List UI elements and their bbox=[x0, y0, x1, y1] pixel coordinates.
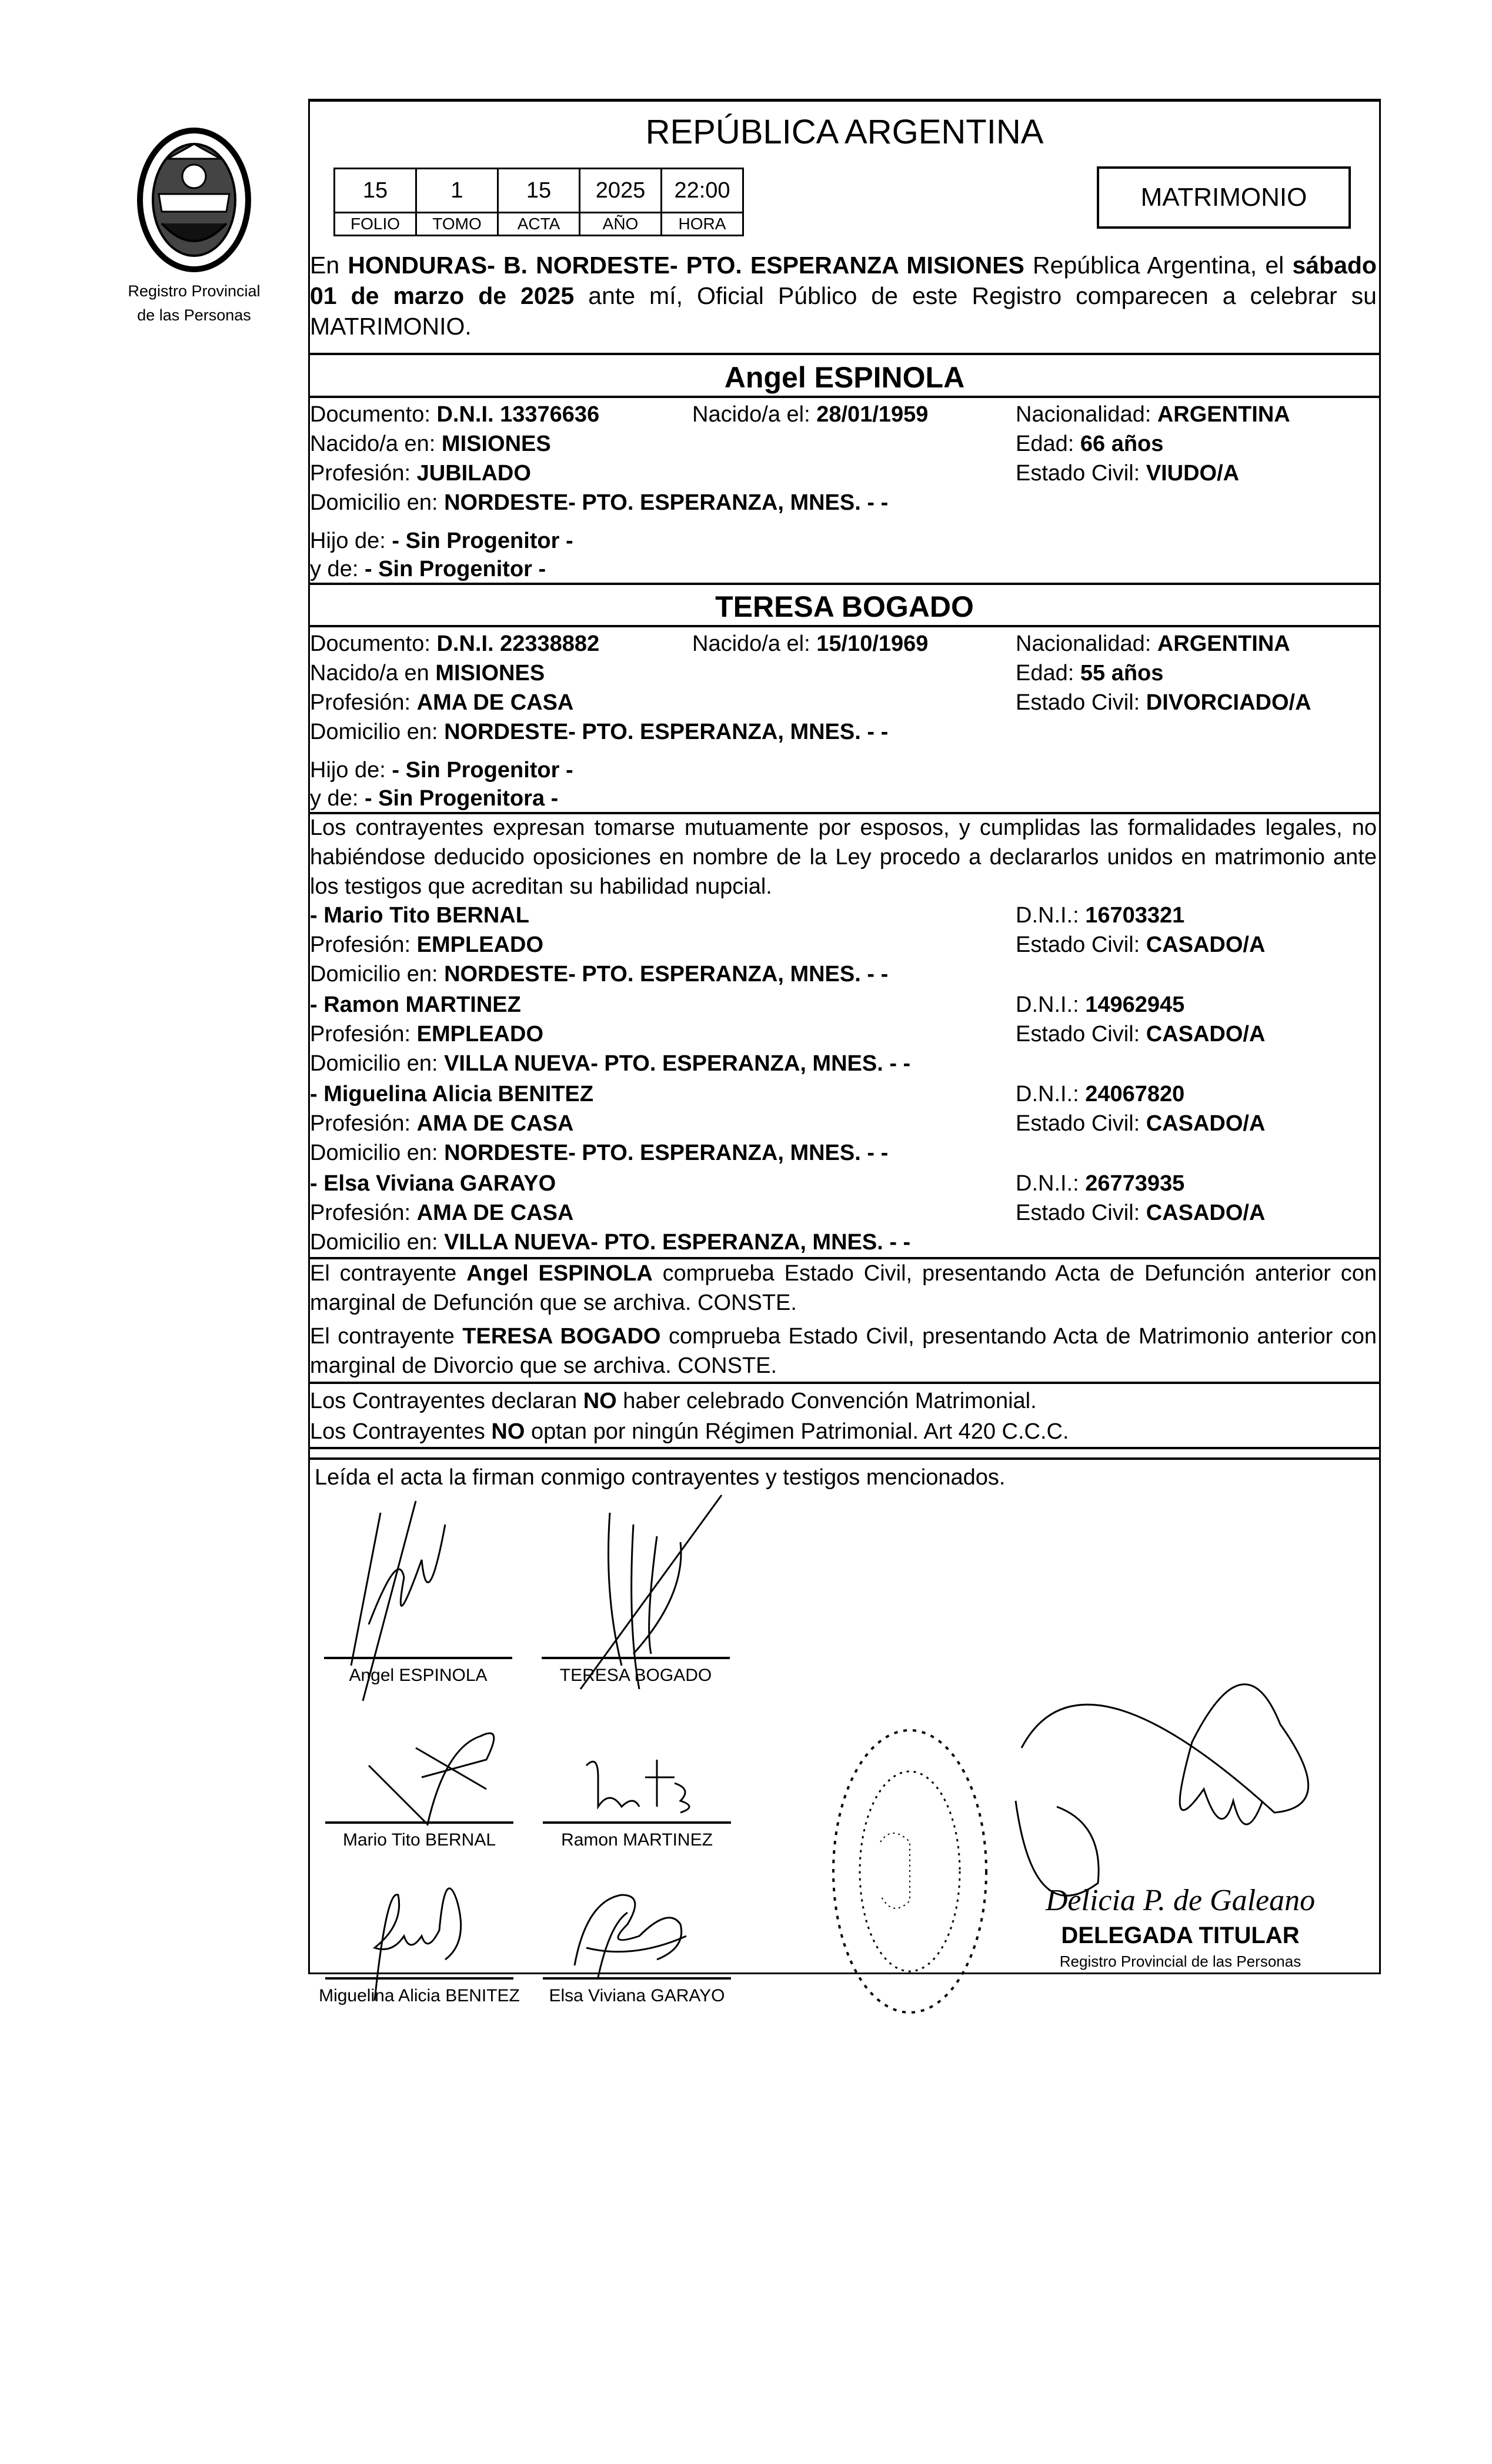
dni-label: D.N.I.: bbox=[1016, 1082, 1086, 1106]
profesion-value: AMA DE CASA bbox=[416, 1201, 574, 1225]
y-de-value: - Sin Progenitora - bbox=[364, 786, 559, 811]
regimen-post: optan por ningún Régimen Patrimonial. Art 420 C.C.C. bbox=[525, 1419, 1069, 1444]
dni-value: 16703321 bbox=[1085, 903, 1185, 928]
nota-post: comprueba Estado Civil, presentando Acta de Matrimonio anterior con marginal de Divorcio que se archiva. CONSTE. bbox=[310, 1324, 1377, 1378]
documento-value: D.N.I. 22338882 bbox=[436, 631, 600, 656]
profesion-label: Profesión: bbox=[310, 1022, 417, 1047]
nacido-en-label: Nacido/a en: bbox=[310, 432, 442, 456]
dni-label: D.N.I.: bbox=[1016, 903, 1086, 928]
registry-logo bbox=[124, 123, 265, 325]
documento-value: D.N.I. 13376636 bbox=[436, 402, 600, 427]
domicilio-value: NORDESTE- PTO. ESPERANZA, MNES. - - bbox=[444, 490, 889, 515]
nota-post: comprueba Estado Civil, presentando Acta de Defunción anterior con marginal de Defunción que se archiva. CONSTE. bbox=[310, 1261, 1377, 1315]
nacionalidad-label: Nacionalidad: bbox=[1016, 631, 1157, 656]
closing-statement: Leída el acta la firman conmigo contrayentes y testigos mencionados. bbox=[315, 1465, 1006, 1490]
regimen-pre: Los Contrayentes declaran bbox=[310, 1389, 583, 1413]
tomo-value: 1 bbox=[416, 169, 498, 213]
testigo-name: - Ramon MARTINEZ bbox=[310, 992, 521, 1017]
profesion-label: Profesión: bbox=[310, 1201, 417, 1225]
profesion-label: Profesión: bbox=[310, 932, 417, 957]
official-title: DELEGADA TITULAR bbox=[1061, 1923, 1300, 1948]
contrayente-2-name: TERESA BOGADO bbox=[715, 590, 974, 623]
profesion-label: Profesión: bbox=[310, 461, 417, 486]
profesion-label: Profesión: bbox=[310, 690, 417, 715]
registry-caption-1: Registro Provincial bbox=[128, 282, 261, 300]
acta-label: ACTA bbox=[498, 213, 580, 236]
domicilio-value: NORDESTE- PTO. ESPERANZA, MNES. - - bbox=[444, 720, 889, 744]
estado-civil-label: Estado Civil: bbox=[1016, 1201, 1146, 1225]
regimen-line-2 bbox=[310, 1419, 1069, 1445]
domicilio-label: Domicilio en: bbox=[310, 1051, 445, 1076]
documento-label: Documento: bbox=[310, 631, 437, 656]
regimen-bold: NO bbox=[583, 1389, 617, 1413]
dni-value: 14962945 bbox=[1085, 992, 1185, 1017]
hijo-de-label: Hijo de: bbox=[310, 758, 392, 783]
y-de-label: y de: bbox=[310, 557, 365, 581]
nacido-en-label: Nacido/a en bbox=[310, 661, 436, 686]
nacionalidad-value: ARGENTINA bbox=[1157, 402, 1290, 427]
record-type-badge: MATRIMONIO bbox=[1097, 166, 1351, 229]
domicilio-label: Domicilio en: bbox=[310, 1230, 445, 1255]
nacido-el-value: 15/10/1969 bbox=[816, 631, 929, 656]
divider bbox=[310, 1457, 1379, 1460]
intro-date: sábado 01 de marzo de 2025 bbox=[310, 252, 1377, 309]
profesion-value: AMA DE CASA bbox=[416, 690, 574, 715]
profesion-value: EMPLEADO bbox=[416, 932, 544, 957]
domicilio-label: Domicilio en: bbox=[310, 1141, 445, 1165]
domicilio-value: VILLA NUEVA- PTO. ESPERANZA, MNES. - - bbox=[444, 1230, 911, 1255]
regimen-bold: NO bbox=[491, 1419, 525, 1444]
official-stamp-icon bbox=[822, 1707, 998, 2036]
ano-label: AÑO bbox=[580, 213, 662, 236]
hora-label: HORA bbox=[662, 213, 743, 236]
hijo-de-value: - Sin Progenitor - bbox=[392, 529, 573, 553]
domicilio-value: NORDESTE- PTO. ESPERANZA, MNES. - - bbox=[444, 962, 889, 987]
nota-estado-civil-1 bbox=[310, 1259, 1379, 1318]
y-de-value: - Sin Progenitor - bbox=[364, 557, 546, 581]
divider bbox=[310, 583, 1379, 585]
signature-line bbox=[325, 1977, 513, 1980]
nacido-en-value: MISIONES bbox=[435, 661, 545, 686]
hijo-de-value: - Sin Progenitor - bbox=[392, 758, 573, 783]
domicilio-label: Domicilio en: bbox=[310, 720, 445, 744]
nota-name: Angel ESPINOLA bbox=[466, 1261, 653, 1286]
edad-value: 66 años bbox=[1080, 432, 1164, 456]
signature-label: Ramon MARTINEZ bbox=[561, 1830, 713, 1850]
nacido-el-label: Nacido/a el: bbox=[692, 402, 817, 427]
regimen-pre: Los Contrayentes bbox=[310, 1419, 492, 1444]
dni-label: D.N.I.: bbox=[1016, 1171, 1086, 1196]
estado-civil-label: Estado Civil: bbox=[1016, 932, 1146, 957]
official-name: Delicia P. de Galeano bbox=[1045, 1884, 1316, 1917]
dni-value: 26773935 bbox=[1085, 1171, 1185, 1196]
tomo-label: TOMO bbox=[416, 213, 498, 236]
edad-label: Edad: bbox=[1016, 661, 1080, 686]
intro-paragraph bbox=[310, 250, 1379, 342]
estado-civil-value: DIVORCIADO/A bbox=[1146, 690, 1311, 715]
signature-label: Angel ESPINOLA bbox=[349, 1666, 488, 1685]
signature-label: Miguelina Alicia BENITEZ bbox=[319, 1986, 520, 2005]
profesion-value: EMPLEADO bbox=[416, 1022, 544, 1047]
edad-value: 55 años bbox=[1080, 661, 1164, 686]
documento-label: Documento: bbox=[310, 402, 437, 427]
divider bbox=[310, 396, 1379, 398]
signature-line bbox=[542, 1657, 730, 1659]
dni-value: 24067820 bbox=[1085, 1082, 1185, 1106]
page-title: REPÚBLICA ARGENTINA bbox=[645, 113, 1044, 151]
signature-label: TERESA BOGADO bbox=[559, 1666, 712, 1685]
nacido-en-value: MISIONES bbox=[441, 432, 551, 456]
hora-value: 22:00 bbox=[662, 169, 743, 213]
nota-name: TERESA BOGADO bbox=[462, 1324, 661, 1349]
signature-line bbox=[543, 1977, 731, 1980]
edad-label: Edad: bbox=[1016, 432, 1080, 456]
official-block bbox=[1027, 1883, 1333, 1971]
estado-civil-label: Estado Civil: bbox=[1016, 461, 1146, 486]
provincial-seal-icon bbox=[132, 123, 256, 276]
domicilio-value: NORDESTE- PTO. ESPERANZA, MNES. - - bbox=[444, 1141, 889, 1165]
registry-caption-2: de las Personas bbox=[137, 306, 251, 324]
profesion-value: AMA DE CASA bbox=[416, 1111, 574, 1136]
intro-prefix: En bbox=[310, 252, 348, 279]
record-fields-table bbox=[333, 168, 744, 236]
signature-label: Mario Tito BERNAL bbox=[342, 1830, 496, 1850]
domicilio-value: VILLA NUEVA- PTO. ESPERANZA, MNES. - - bbox=[444, 1051, 911, 1076]
profesion-value: JUBILADO bbox=[416, 461, 531, 486]
testigo-name: - Elsa Viviana GARAYO bbox=[310, 1171, 556, 1196]
marriage-record bbox=[308, 99, 1381, 2005]
profesion-label: Profesión: bbox=[310, 1111, 417, 1136]
declaration-paragraph: Los contrayentes expresan tomarse mutuamente por esposos, y cumplidas las formalidades legales, no habiéndose deducido oposiciones en nombre de la Ley procedo a declararlos unidos en matrimonio ante los testigos que acreditan su habilidad nupcial. bbox=[310, 815, 1377, 899]
estado-civil-label: Estado Civil: bbox=[1016, 1111, 1146, 1136]
signature-ramon-martinez bbox=[575, 1748, 716, 1830]
nacido-el-value: 28/01/1959 bbox=[816, 402, 929, 427]
intro-country: República Argentina, el bbox=[1024, 252, 1293, 279]
nacido-el-label: Nacido/a el: bbox=[692, 631, 817, 656]
acta-value: 15 bbox=[498, 169, 580, 213]
ano-value: 2025 bbox=[580, 169, 662, 213]
estado-civil-value: VIUDO/A bbox=[1146, 461, 1240, 486]
contrayente-1-name: Angel ESPINOLA bbox=[724, 361, 965, 394]
y-de-label: y de: bbox=[310, 786, 365, 811]
divider bbox=[310, 353, 1379, 355]
estado-civil-value: CASADO/A bbox=[1146, 1201, 1266, 1225]
folio-value: 15 bbox=[335, 169, 416, 213]
nacionalidad-label: Nacionalidad: bbox=[1016, 402, 1157, 427]
signature-line bbox=[325, 1821, 513, 1824]
domicilio-label: Domicilio en: bbox=[310, 490, 445, 515]
signature-line bbox=[324, 1657, 512, 1659]
dni-label: D.N.I.: bbox=[1016, 992, 1086, 1017]
nacionalidad-value: ARGENTINA bbox=[1157, 631, 1290, 656]
signature-label: Elsa Viviana GARAYO bbox=[549, 1986, 725, 2005]
intro-rest: ante mí, Oficial Público de este Registro comparecen a celebrar su MATRIMONIO. bbox=[310, 282, 1377, 340]
regimen-line-1 bbox=[310, 1388, 1037, 1414]
signature-line bbox=[543, 1821, 731, 1824]
testigo-name: - Mario Tito BERNAL bbox=[310, 903, 529, 928]
divider bbox=[310, 1382, 1379, 1384]
regimen-post: haber celebrado Convención Matrimonial. bbox=[616, 1389, 1037, 1413]
intro-place: HONDURAS- B. NORDESTE- PTO. ESPERANZA MISIONES bbox=[348, 252, 1024, 279]
official-office: Registro Provincial de las Personas bbox=[1059, 1953, 1301, 1970]
nota-pre: El contrayente bbox=[310, 1324, 463, 1349]
estado-civil-value: CASADO/A bbox=[1146, 932, 1266, 957]
nota-pre: El contrayente bbox=[310, 1261, 467, 1286]
folio-label: FOLIO bbox=[335, 213, 416, 236]
estado-civil-value: CASADO/A bbox=[1146, 1022, 1266, 1047]
domicilio-label: Domicilio en: bbox=[310, 962, 445, 987]
estado-civil-label: Estado Civil: bbox=[1016, 1022, 1146, 1047]
estado-civil-value: CASADO/A bbox=[1146, 1111, 1266, 1136]
divider bbox=[310, 1447, 1379, 1449]
nota-estado-civil-2 bbox=[310, 1322, 1379, 1380]
estado-civil-label: Estado Civil: bbox=[1016, 690, 1146, 715]
testigo-name: - Miguelina Alicia BENITEZ bbox=[310, 1082, 594, 1106]
hijo-de-label: Hijo de: bbox=[310, 529, 392, 553]
divider bbox=[310, 625, 1379, 627]
